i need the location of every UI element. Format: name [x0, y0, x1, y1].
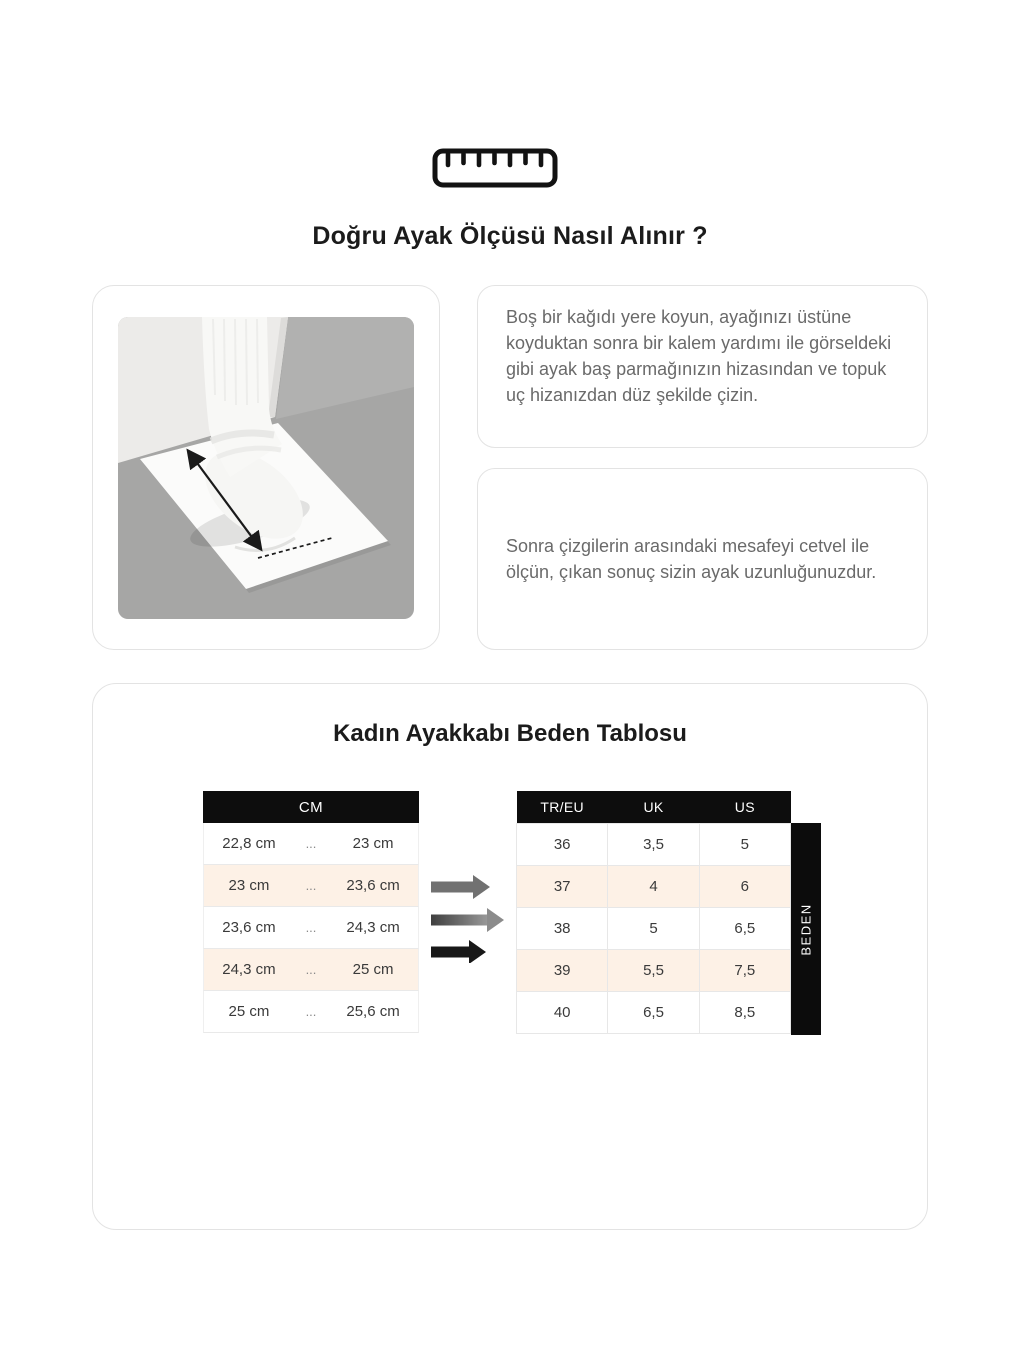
size-cell: 3,5 — [608, 823, 699, 865]
cm-to: 24,3 cm — [346, 919, 400, 936]
cm-table — [203, 791, 419, 1033]
col-header-tr-eu: TR/EU — [517, 791, 608, 823]
instruction-step-2 — [477, 468, 928, 650]
size-row — [517, 949, 791, 991]
range-dots: ... — [305, 878, 317, 893]
page-title: Doğru Ayak Ölçüsü Nasıl Alınır ? — [312, 222, 708, 250]
transfer-arrows-icon — [419, 791, 516, 963]
foot-measure-photo — [118, 317, 414, 619]
size-cell: 7,5 — [699, 949, 790, 991]
size-cell: 36 — [517, 823, 608, 865]
range-dots: ... — [305, 920, 317, 935]
foot-measure-photo-card — [92, 285, 440, 650]
range-dots: ... — [305, 962, 317, 977]
size-cell: 38 — [517, 907, 608, 949]
size-cell: 5,5 — [608, 949, 699, 991]
size-cell: 39 — [517, 949, 608, 991]
size-cell: 6,5 — [608, 991, 699, 1033]
size-cell: 4 — [608, 865, 699, 907]
instruction-step-2-text: Sonra çizgilerin arasındaki mesafeyi cetvel ile ölçün, çıkan sonuç sizin ayak uzunluğunuzdur. — [506, 536, 877, 582]
size-row — [517, 907, 791, 949]
instruction-step-1-text: Boş bir kağıdı yere koyun, ayağınızı üstüne koyduktan sonra bir kalem yardımı ile görseldeki gibi ayak baş parmağınızın hizasından ve topuk uç hizanızdan düz şekilde çizin. — [506, 307, 892, 405]
instruction-boxes — [477, 285, 928, 650]
cm-range-row — [203, 949, 419, 991]
size-table-card — [92, 683, 928, 1230]
range-dots: ... — [305, 836, 317, 851]
cm-from: 23 cm — [228, 877, 270, 894]
cm-to: 25,6 cm — [346, 1003, 400, 1020]
cm-from: 23,6 cm — [222, 919, 276, 936]
international-size-table — [516, 791, 791, 1034]
cm-from: 24,3 cm — [222, 961, 276, 978]
beden-side-bar — [791, 823, 821, 1035]
size-cell: 5 — [699, 823, 790, 865]
size-cell: 6 — [699, 865, 790, 907]
size-table-title: Kadın Ayakkabı Beden Tablosu — [333, 720, 687, 747]
range-dots: ... — [305, 1004, 317, 1019]
cm-table-header: CM — [203, 791, 419, 823]
beden-side-label: BEDEN — [798, 902, 814, 956]
cm-to: 23 cm — [352, 835, 394, 852]
size-cell: 37 — [517, 865, 608, 907]
ruler-icon — [432, 148, 558, 188]
size-cell: 5 — [608, 907, 699, 949]
size-row — [517, 865, 791, 907]
cm-range-row — [203, 907, 419, 949]
instruction-step-1 — [477, 285, 928, 448]
size-tables — [203, 791, 821, 1035]
cm-from: 25 cm — [228, 1003, 270, 1020]
cm-range-row — [203, 865, 419, 907]
instructions-section — [92, 285, 928, 650]
cm-from: 22,8 cm — [222, 835, 276, 852]
cm-to: 25 cm — [352, 961, 394, 978]
size-cell: 6,5 — [699, 907, 790, 949]
cm-range-row — [203, 823, 419, 865]
size-row — [517, 991, 791, 1033]
col-header-uk: UK — [608, 791, 699, 823]
col-header-us: US — [699, 791, 790, 823]
cm-to: 23,6 cm — [346, 877, 400, 894]
size-table-header-row — [517, 791, 791, 823]
size-row — [517, 823, 791, 865]
size-cell: 8,5 — [699, 991, 790, 1033]
cm-range-row — [203, 991, 419, 1033]
size-cell: 40 — [517, 991, 608, 1033]
